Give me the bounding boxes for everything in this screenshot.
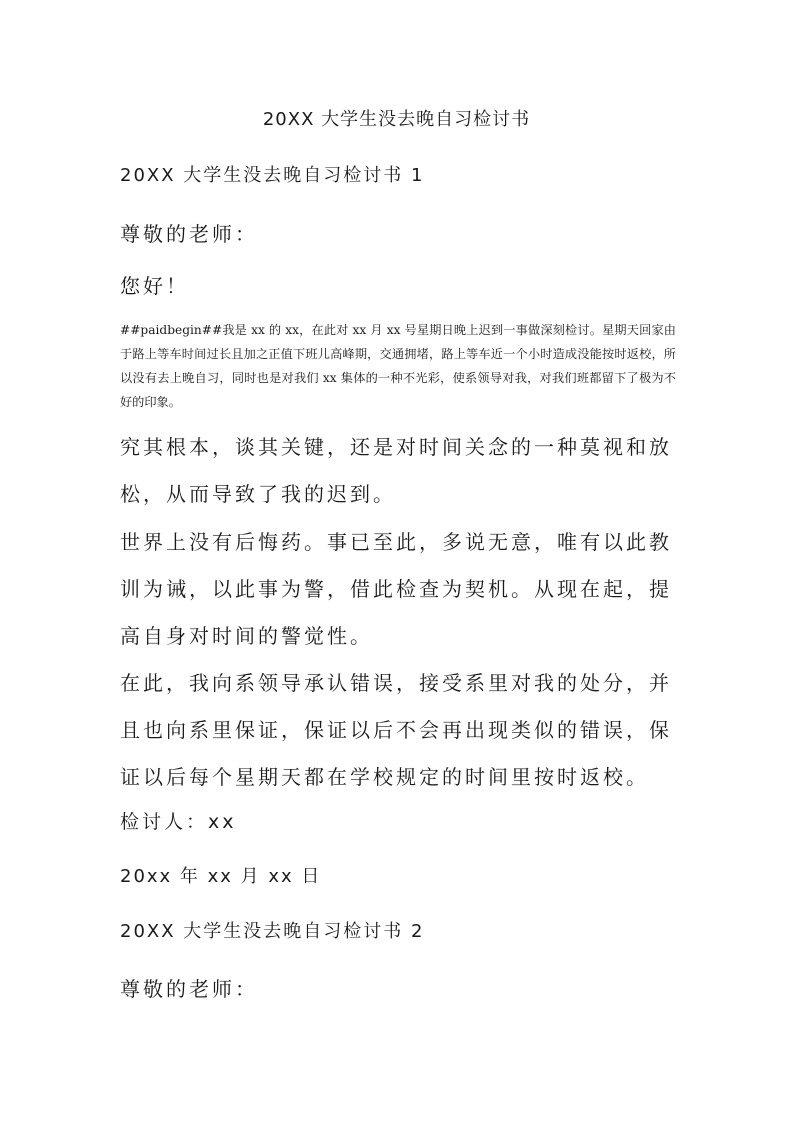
section1-date: 20xx 年 xx 月 xx 日 bbox=[120, 866, 322, 887]
section1-salutation: 尊敬的老师： bbox=[120, 222, 258, 246]
section2-salutation: 尊敬的老师： bbox=[120, 977, 258, 1001]
section1-heading: 20XX 大学生没去晚自习检讨书 1 bbox=[120, 165, 425, 186]
section1-intro-paragraph: ##paidbegin##我是 xx 的 xx，在此对 xx 月 xx 号星期日晚上迟到一事做深刻检讨。星期天回家由于路上等车时间过长且加之正值下班儿高峰期，交通拥堵，路上等车近一个小时造成没能按时返校，所以没有去上晚自习，同时也是对我们 xx 集体的一种不光彩，使系领导对我，对我们班都留下了极为不好的印象。 bbox=[120, 323, 676, 409]
document-title: 20XX 大学生没去晚自习检讨书 bbox=[262, 109, 531, 130]
section1-paragraph-1: 究其根本，谈其关键，还是对时间关念的一种莫视和放松，从而导致了我的迟到。 bbox=[120, 435, 672, 506]
section1-paragraph-3: 在此，我向系领导承认错误，接受系里对我的处分，并且也向系里保证，保证以后不会再出现类似的错误，保证以后每个星期天都在学校规定的时间里按时返校。 bbox=[120, 671, 672, 789]
section2-heading: 20XX 大学生没去晚自习检讨书 2 bbox=[120, 921, 425, 942]
section1-paragraph-2: 世界上没有后悔药。事已至此，多说无意，唯有以此教训为诫，以此事为警，借此检查为契机。从现在起，提高自身对时间的警觉性。 bbox=[120, 530, 672, 648]
section1-greeting: 您好！ bbox=[120, 274, 189, 298]
section1-signer: 检讨人：xx bbox=[120, 811, 237, 833]
